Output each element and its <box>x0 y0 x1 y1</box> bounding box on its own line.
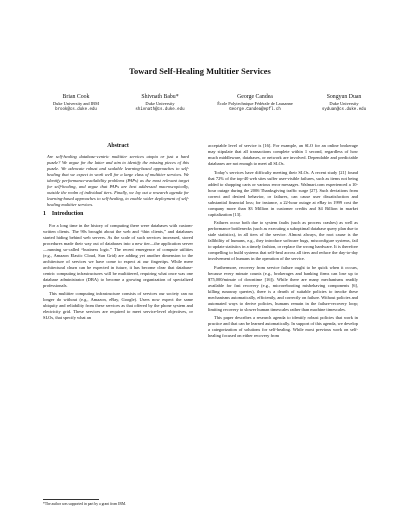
paper-title: Toward Self-Healing Multitier Services <box>129 67 271 76</box>
body-paragraph: For a long time in the history of computing there were databases with custom-written clients. The 90s brought about the web and “thin clients,” and databases started hiding behind web servers. As the scale of such services increased, stored procedures made their way out of databases into a new tier—the application server—running so-called “business logic.” The recent emergence of compute utilities (e.g., Amazon Elastic Cloud, Sun Grid) are adding yet another dimension to the architecture of services we have come to expect at our fingertips. While mere architectural churn can be expected in future, it has become clear that database-centric computing infrastructures will be multitiered, requiring what once was one database administrator (DBA) to become a growing organization of specialized professionals. <box>43 222 193 288</box>
author-block <box>28 94 384 124</box>
author-name: Songyun Duan <box>326 94 362 100</box>
body-paragraph: acceptable level of service is [16]. For example, an SLO for an online brokerage may stipulate that all transactions complete within 1 second, regardless of how much middleware, databases, or network are involved. Dependable and predictable databases are not enough to meet all SLOs. <box>208 143 358 166</box>
abstract-text: Are self-healing database-centric multitier services utopia or just a hard puzzle? We argue for the latter and aim to identify the missing pieces of this puzzle. We advocate robust and scalable learning-based approaches to self-healing that we expect to work well for a large class of multitier services. We identify performance-availability problems (PAPs) as the most relevant target for self-healing, and argue that PAPs are best addressed macroscopically, outside the realm of individual tiers. Finally, we lay out a research agenda for learning-based approaches to self-healing, to enable wider deployment of self-healing multitier services. <box>47 154 189 207</box>
author-affiliation: Duke University and IBM <box>53 101 99 106</box>
author-4 <box>296 94 392 113</box>
author-email: syduan@cs.duke.edu <box>321 108 367 112</box>
body-paragraph: Today’s services have difficulty meeting their SLOs. A recent study [21] found that 72% of the top-40 web sites suffer user-visible failures, such as items not being added to shopping carts or various error messages. Walmart.com experienced a 10-hour outage during the 2006 Thanksgiving traffic surge [27]. Such deviations from correct and desired behavior, or failures, can cause user dissatisfaction and substantial financial loss; for instance, a 22-hour outage at eBay in 1999 cost the company more than $3 Million in customer credits and $4 Billion in market capitalization [13]. <box>208 169 358 217</box>
author-2 <box>112 94 208 113</box>
footnote: *The author was supported in part by a grant from IBM. <box>43 502 127 506</box>
body-paragraph: This paper describes a research agenda to identify robust policies that work in practice and that can be learned automatically. In support of this agenda, we develop a categorization of solutions for self-healing. While most previous work on self-healing focused on either recovery from <box>208 315 358 339</box>
author-email: brook@cs.duke.edu <box>55 108 97 112</box>
author-3 <box>200 94 310 113</box>
author-name: George Candea <box>237 94 273 100</box>
author-name: Brian Cook <box>62 94 90 100</box>
author-name: Shivnath Babu* <box>141 94 179 100</box>
author-affiliation: Duke University <box>329 101 359 106</box>
section-title: Introduction <box>51 210 84 217</box>
body-paragraph: This multitier computing infrastructure consists of services our society can no longer do without (e.g., Amazon, eBay, Google). Users now expect the same ubiquity and reliability from these services as that offered by the phone system and electricity grid. These services are required to meet service-level objectives, or SLOs, that specify what an <box>43 291 193 321</box>
abstract-heading: Abstract <box>107 143 129 149</box>
author-email: shivnath@cs.duke.edu <box>135 108 185 112</box>
right-column <box>208 143 358 342</box>
body-paragraph: Failures occur both due to system faults (such as process crashes) as well as performance bottlenecks (such as executing a suboptimal database query plan due to stale statistics), in all tiers of the service. Almost always, the root cause is the fallibility of humans, e.g., they introduce software bugs, misconfigure systems, fail to update statistics in a timely fashion, or replace the wrong hardware. It is therefore compelling to build systems that self-heal across all tiers and reduce the day-to-day involvement of humans in the operation of the service. <box>208 220 358 262</box>
left-column <box>43 143 193 324</box>
author-email: George.Candea@epfl.ch <box>229 108 281 112</box>
body-paragraph: Furthermore, recovery from service failure ought to be quick when it occurs, because every minute counts (e.g., brokerages and banking firms can lose up to $75,000/minute of downtime [16]). While there are many mechanisms readily available for fast recovery (e.g., microrebooting misbehaving components [6], killing runaway queries), there is a dearth of suitable policies to invoke these mechanisms automatically, efficiently, and correctly on failure. Without policies and automated ways to derive policies, humans remain in the failure-recovery loop; limiting recovery to slower human timescales rather than machine timescales. <box>208 264 358 312</box>
section-number: 1 <box>43 210 46 217</box>
section-heading-introduction <box>43 211 193 218</box>
footnote-divider <box>43 499 99 500</box>
author-affiliation: École Polytechnique Fédérale de Lausanne <box>217 101 293 106</box>
author-affiliation: Duke University <box>145 101 175 106</box>
author-1 <box>28 94 124 113</box>
